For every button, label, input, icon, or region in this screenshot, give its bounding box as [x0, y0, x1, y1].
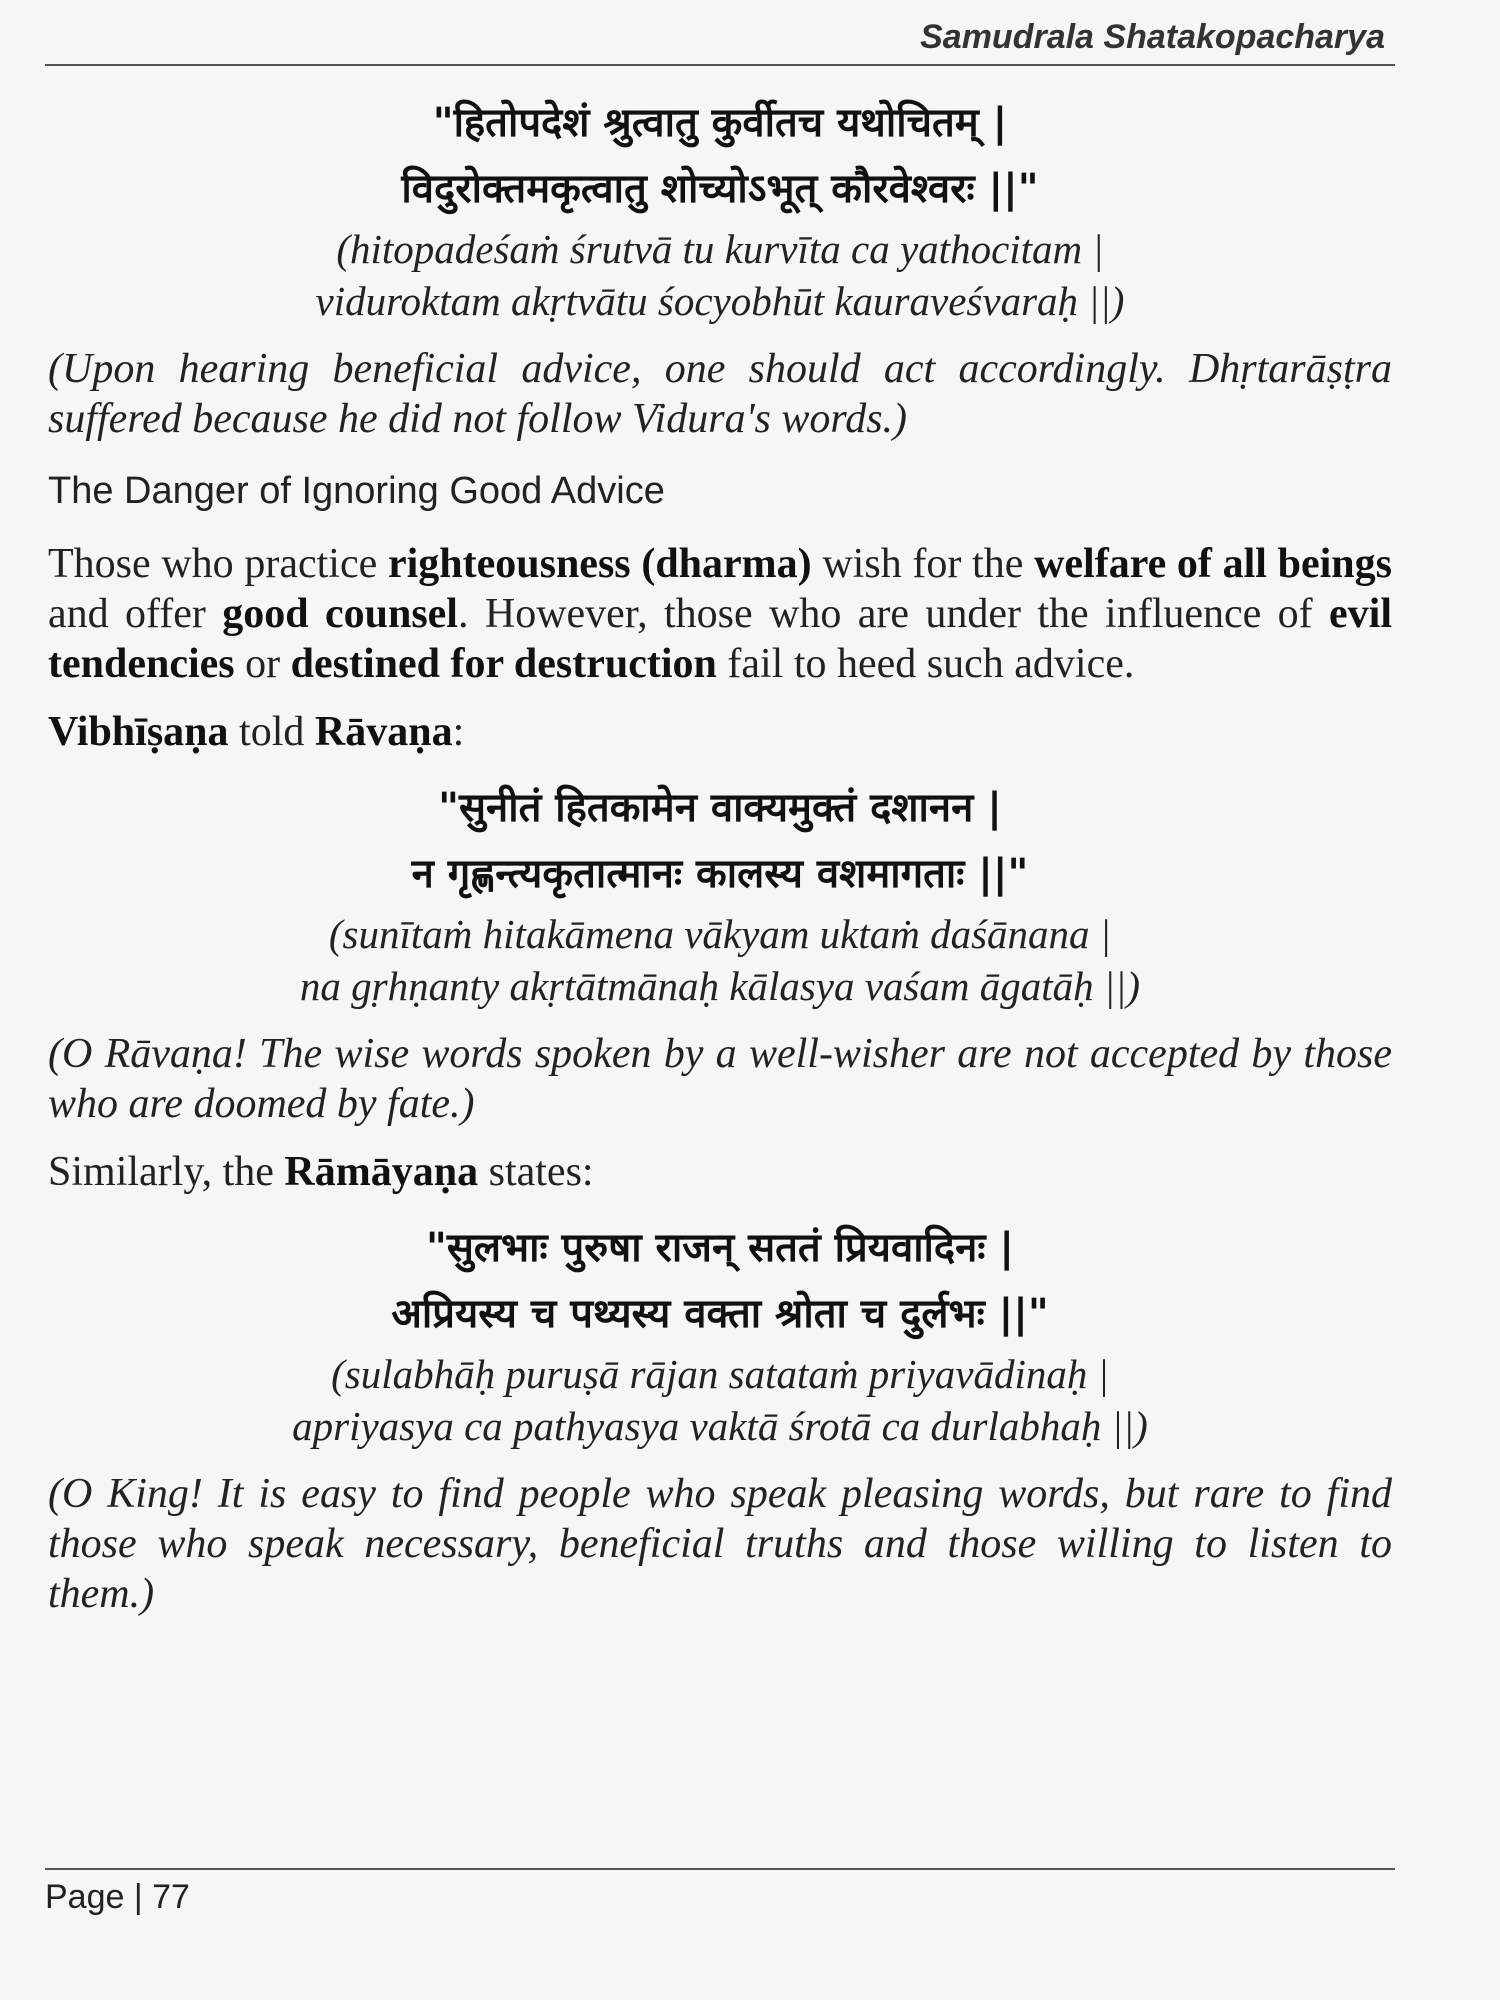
- bold-term: Vibhīṣaṇa: [48, 709, 229, 755]
- text-run: :: [452, 709, 465, 755]
- bold-term: righteousness (dharma): [387, 541, 812, 587]
- bold-term: evil tendencies: [48, 591, 1392, 687]
- transliteration-line: (sulabhāḥ puruṣā rājan satataṁ priyavādinaḥ |: [331, 1351, 1109, 1397]
- text-run: told: [228, 709, 315, 755]
- verse-3: [48, 1215, 1392, 1451]
- bold-term: good counsel: [222, 591, 458, 637]
- text-run: wish for the: [811, 541, 1035, 587]
- verse-intro: [48, 1147, 1392, 1197]
- text-run: or: [234, 641, 291, 687]
- verse-2: [48, 775, 1392, 1011]
- transliteration-line: viduroktam akṛtvātu śocyobhūt kauraveśvaraḥ ||): [315, 278, 1125, 324]
- text-run: and offer: [48, 591, 223, 637]
- text-run: states:: [478, 1149, 594, 1195]
- sanskrit-line: "हितोपदेशं श्रुत्वातु कुर्वीतच यथोचितम् |: [432, 100, 1008, 146]
- text-run: . However, those who are under the influence of: [457, 591, 1330, 637]
- verse-translation: (Upon hearing beneficial advice, one should act accordingly. Dhṛtarāṣṭra suffered because he did not follow Vidura's words.): [48, 346, 1392, 442]
- page-number: Page | 77: [45, 1878, 190, 1916]
- section-heading: The Danger of Ignoring Good Advice: [48, 470, 665, 512]
- sanskrit-line: न गृह्णन्त्यकृतात्मानः कालस्य वशमागताः ||": [411, 851, 1029, 897]
- header-divider: [45, 64, 1395, 66]
- text-run: fail to heed such advice.: [716, 641, 1135, 687]
- transliteration-line: (sunītaṁ hitakāmena vākyam uktaṁ daśānana |: [328, 911, 1112, 957]
- sanskrit-line: "सुनीतं हितकामेन वाक्यमुक्तं दशानन |: [438, 785, 1002, 831]
- sanskrit-line: विदुरोक्तमकृत्वातु शोच्योऽभूत् कौरवेश्वरः ||": [401, 166, 1039, 212]
- verse-intro: [48, 707, 1392, 757]
- transliteration-line: apriyasya ca pathyasya vaktā śrotā ca durlabhaḥ ||): [292, 1403, 1148, 1449]
- verse-translation: (O King! It is easy to find people who speak pleasing words, but rare to find those who speak necessary, beneficial truths and those willing to listen to them.): [48, 1471, 1392, 1617]
- text-run: Those who practice: [48, 541, 388, 587]
- transliteration-line: (hitopadeśaṁ śrutvā tu kurvīta ca yathocitam |: [336, 226, 1104, 272]
- bold-term: destined for destruction: [290, 641, 717, 687]
- running-header: Samudrala Shatakopacharya: [920, 18, 1385, 56]
- footer-divider: [45, 1868, 1395, 1870]
- page-content: [48, 90, 1392, 1619]
- sanskrit-line: "सुलभाः पुरुषा राजन् सततं प्रियवादिनः |: [426, 1225, 1014, 1271]
- bold-term: Rāmāyaṇa: [284, 1149, 479, 1195]
- text-run: Similarly, the: [48, 1149, 285, 1195]
- verse-1: [48, 90, 1392, 326]
- transliteration-line: na gṛhṇanty akṛtātmānaḥ kālasya vaśam āgatāḥ ||): [299, 963, 1141, 1009]
- verse-translation: (O Rāvaṇa! The wise words spoken by a well-wisher are not accepted by those who are doomed by fate.): [48, 1031, 1392, 1127]
- bold-term: welfare of all beings: [1034, 541, 1392, 587]
- sanskrit-line: अप्रियस्य च पथ्यस्य वक्ता श्रोता च दुर्लभः ||": [391, 1291, 1049, 1337]
- bold-term: Rāvaṇa: [314, 709, 453, 755]
- body-paragraph: [48, 539, 1392, 689]
